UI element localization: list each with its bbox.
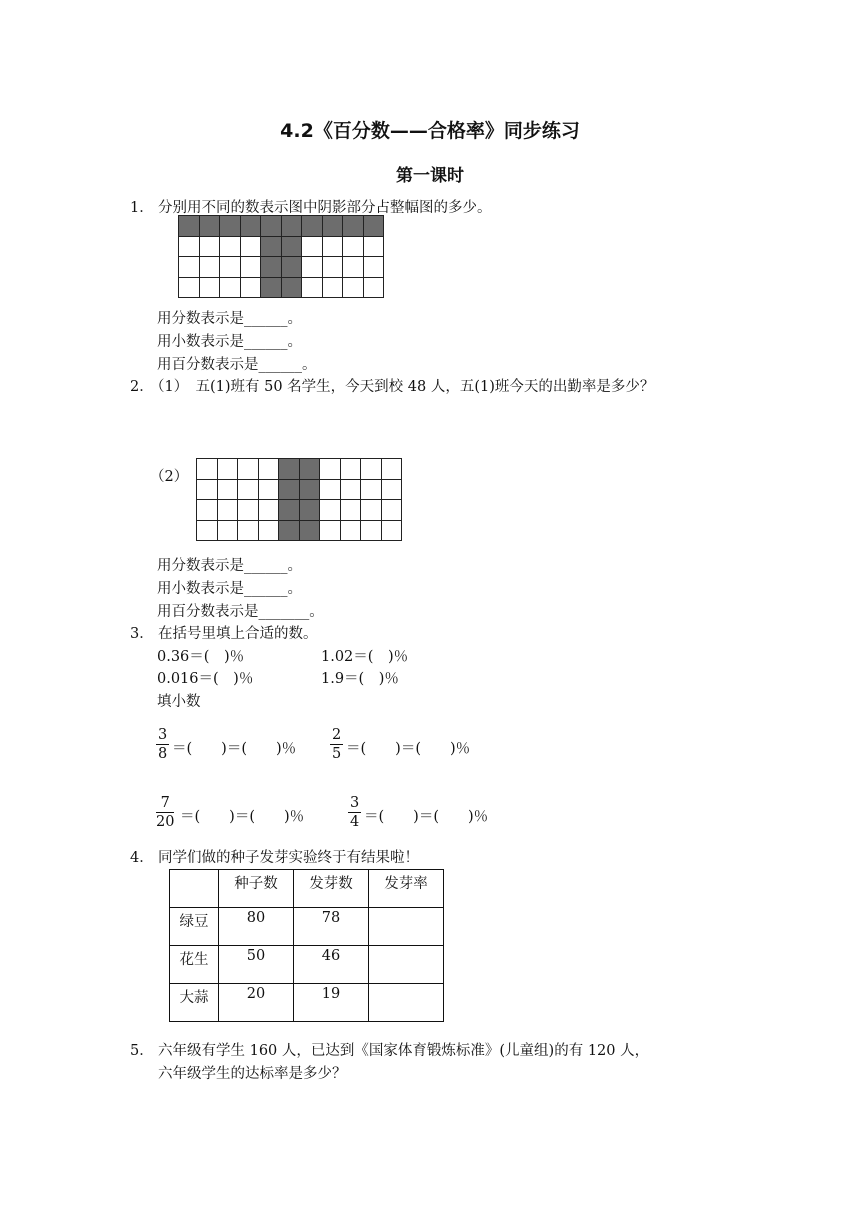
grid-cell [299,520,320,541]
q2-decimal-line: 用小数表示是______。 [157,581,302,597]
grid-row [197,479,402,500]
grid-cell [238,500,259,521]
grid-cell [197,500,218,521]
grid-cell [258,479,279,500]
table-header-row [170,870,444,908]
q1-text: 分别用不同的数表示图中阴影部分占整幅图的多少。 [158,200,492,216]
grid-row [179,257,384,278]
q3-number: 3． [130,626,154,642]
q1-percent-line: 用百分数表示是______。 [157,357,317,373]
grid-row [179,236,384,257]
fraction-denominator: 5 [332,746,342,762]
q4-number: 4． [130,850,154,866]
fraction-numerator: 7 [156,794,174,813]
grid-cell [322,216,343,237]
grid-cell [361,479,382,500]
grid-cell [361,520,382,541]
grid-cell [199,277,220,298]
table-row [170,946,444,984]
grid-row [179,216,384,237]
table-cell: 46 [294,946,369,984]
grid-cell [340,479,361,500]
grid-cell [238,520,259,541]
q3-fraction-3-4-blanks: ＝( )＝( )％ [364,809,489,825]
table-cell [369,908,444,946]
grid-cell [340,520,361,541]
fraction-numerator: 2 [332,727,342,743]
grid-row [197,500,402,521]
grid-cell [281,257,302,278]
grid-cell [363,216,384,237]
grid-cell [199,236,220,257]
grid-cell [279,479,300,500]
grid-cell [302,216,323,237]
grid-cell [281,277,302,298]
q3-fraction-3-4 [348,794,361,831]
q3-item-0-36: 0.36＝( )％ [157,649,245,665]
grid-cell [217,459,238,480]
table-cell: 78 [294,908,369,946]
table-header-cell [170,870,219,908]
q2-fraction-line: 用分数表示是______。 [157,558,302,574]
grid-cell [217,479,238,500]
grid-cell [199,216,220,237]
grid-cell [197,479,218,500]
grid-cell [240,257,261,278]
table-header-cell: 种子数 [219,870,294,908]
table-cell: 50 [219,946,294,984]
grid-cell [258,500,279,521]
grid-cell [363,257,384,278]
grid-cell [361,500,382,521]
grid-cell [197,459,218,480]
grid-cell [220,277,241,298]
q1-fraction-line: 用分数表示是______。 [157,311,302,327]
q2-percent-line: 用百分数表示是_______。 [157,604,324,620]
grid-row [197,520,402,541]
fraction-numerator: 3 [158,727,168,743]
grid-cell [179,236,200,257]
grid-cell [320,479,341,500]
grid-cell [179,277,200,298]
grid-row [179,277,384,298]
grid-cell [302,257,323,278]
grid-cell [220,257,241,278]
grid-cell [381,520,402,541]
grid-cell [381,500,402,521]
grid-cell [320,500,341,521]
q3-item-0-016: 0.016＝( )％ [157,671,254,687]
grid-cell [343,216,364,237]
q5-line1: 六年级有学生 160 人，已达到《国家体育锻炼标准》(儿童组)的有 120 人， [158,1043,650,1059]
table-row [170,984,444,1022]
table-cell [369,984,444,1022]
grid-cell [281,236,302,257]
grid-cell [340,459,361,480]
page-subtitle: 第一课时 [396,166,464,186]
grid-cell [258,459,279,480]
grid-cell [220,216,241,237]
grid-row [197,459,402,480]
grid-cell [320,459,341,480]
grid-cell [381,479,402,500]
q5-number: 5． [130,1043,154,1059]
grid-cell [322,236,343,257]
q3-item-1-02: 1.02＝( )％ [321,649,409,665]
grid-cell [261,277,282,298]
q2-part1-text: （1） 五(1)班有 50 名学生，今天到校 48 人，五(1)班今天的出勤率是多少？ [150,379,655,395]
table-header-cell: 发芽率 [369,870,444,908]
grid-cell [302,277,323,298]
table-cell: 19 [294,984,369,1022]
grid-cell [299,459,320,480]
q3-fraction-2-5-blanks: ＝( )＝( )％ [346,741,471,757]
grid-cell [343,236,364,257]
q1-grid-figure [178,215,384,298]
grid-cell [197,520,218,541]
fraction-denominator: 4 [350,814,360,830]
grid-cell [238,479,259,500]
grid-cell [240,277,261,298]
grid-cell [299,479,320,500]
grid-cell [363,277,384,298]
q3-fraction-7-20 [156,794,174,831]
grid-cell [261,257,282,278]
grid-cell [381,459,402,480]
q3-fill-decimal-label: 填小数 [157,694,201,710]
table-cell: 大蒜 [170,984,219,1022]
grid-cell [340,500,361,521]
grid-cell [320,520,341,541]
q3-fraction-3-8 [156,726,169,763]
grid-cell [302,236,323,257]
table-cell: 花生 [170,946,219,984]
q3-text: 在括号里填上合适的数。 [158,626,318,642]
grid-cell [361,459,382,480]
grid-cell [240,236,261,257]
q4-text: 同学们做的种子发芽实验终于有结果啦！ [158,850,419,866]
table-cell: 80 [219,908,294,946]
grid-cell [179,257,200,278]
germination-table [169,869,444,1022]
q2-grid-figure [196,458,402,541]
grid-cell [281,216,302,237]
q5-line2: 六年级学生的达标率是多少？ [158,1066,347,1082]
q3-fraction-7-20-blanks: ＝( )＝( )％ [180,809,305,825]
grid-cell [261,236,282,257]
q3-item-1-9: 1.9＝( )％ [321,671,399,687]
grid-cell [299,500,320,521]
grid-cell [322,257,343,278]
q1-number: 1． [130,200,154,216]
q1-decimal-line: 用小数表示是______。 [157,334,302,350]
grid-cell [279,500,300,521]
grid-cell [258,520,279,541]
table-cell: 20 [219,984,294,1022]
fraction-numerator: 3 [350,795,360,811]
q3-fraction-3-8-blanks: ＝( )＝( )％ [172,741,297,757]
grid-cell [363,236,384,257]
q2-number: 2． [130,379,154,395]
grid-cell [179,216,200,237]
table-header-cell: 发芽数 [294,870,369,908]
q2-part2-label: （2） [150,469,189,485]
fraction-denominator: 8 [158,746,168,762]
grid-cell [217,520,238,541]
grid-cell [322,277,343,298]
grid-cell [343,257,364,278]
table-cell [369,946,444,984]
grid-cell [199,257,220,278]
grid-cell [279,520,300,541]
grid-cell [343,277,364,298]
grid-cell [279,459,300,480]
fraction-denominator: 20 [156,814,175,830]
grid-cell [261,216,282,237]
grid-cell [220,236,241,257]
q3-fraction-2-5 [330,726,343,763]
grid-cell [240,216,261,237]
grid-cell [238,459,259,480]
grid-cell [217,500,238,521]
table-cell: 绿豆 [170,908,219,946]
page-title: 4.2《百分数——合格率》同步练习 [280,120,580,142]
table-row [170,908,444,946]
